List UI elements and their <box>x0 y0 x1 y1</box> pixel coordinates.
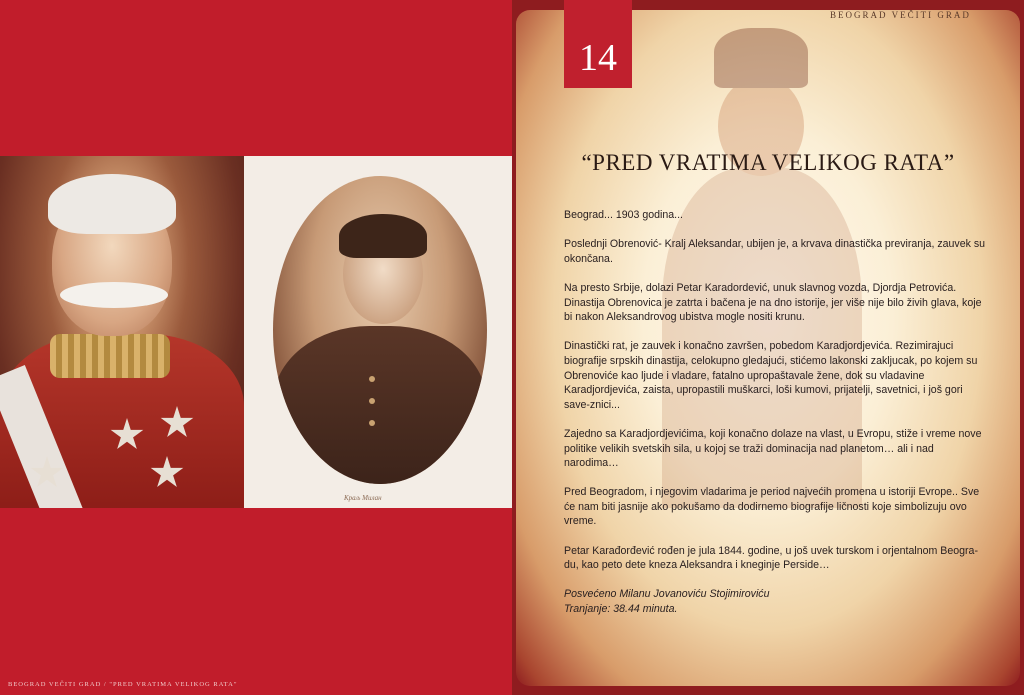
portrait-king-milan <box>273 176 487 484</box>
page-number: 14 <box>579 37 617 79</box>
mustache <box>60 282 168 308</box>
coat-button <box>369 376 375 382</box>
photo-strip <box>0 156 512 508</box>
paragraph: Na presto Srbije, dolazi Petar Karadordević, unuk slavnog vozda, Djordja Petrovića. Dinastija Obrenovica je zatrta i bačena je na dno istorije, jer više nije bilo živih glava, koje bi nakon Aleksandrovog ubistva mogle nositi krunu. <box>564 281 982 324</box>
paragraph: Petar Karađorđević rođen je jula 1844. godine, u još uvek turskom i orjentalnom Beogra-du, kao peto dete kneza Aleksandra i kneginje Perside… <box>564 544 978 572</box>
page-number-box <box>564 0 632 88</box>
hair <box>339 214 427 258</box>
coat-button <box>369 398 375 404</box>
fez-icon <box>714 28 808 88</box>
duration-line: Tranjanje: 38.44 minuta. <box>564 603 678 616</box>
ghost-portrait <box>692 28 832 208</box>
chapter-title: “PRED VRATIMA VELIKOG RATA” <box>581 150 955 175</box>
paragraph: Pred Beogradom, i njegovim vladarima je period najvećih promena u istoriji Evrope.. Sve će nam biti jasnije ako pokušamo da dodirnemo biografije ličnosti koje simbolizuju ovo vreme. <box>564 486 980 528</box>
paragraph: Poslednji Obrenović- Kralj Aleksandar, ubijen je, a krvava dinastička previranja, zauvek su okončana. <box>564 238 986 265</box>
dedication-line: Posvećeno Milanu Jovanoviću Stojimiroviću <box>564 588 770 601</box>
body-text <box>564 208 990 617</box>
paragraph: Dinastički rat, je zauvek i konačno završen, pobedom Karadjordjevića. Rezimirajuci biografije srpskih dinastija, celokupno gledajući, stićemo lakonski zaklјucak, po kojem su Obrenoviće kao ljude i vladare, fatalno upropaštavale žene, dok su vladavine Karadjordjevića, zaista, upropastili muškarci, loši kumovi, prijatelji, savetnici, i još gori save-znici... <box>564 340 978 411</box>
paragraph: Beograd... 1903 godina... <box>564 209 683 221</box>
running-header: BEOGRAD VEČITI GRAD <box>830 10 971 20</box>
coat <box>273 326 487 484</box>
dedication <box>564 587 990 616</box>
right-page <box>512 0 1024 695</box>
hair <box>48 174 176 234</box>
coat-button <box>369 420 375 426</box>
paragraph: Zajedno sa Karadjordjevićima, koji konačno dolaze na vlast, u Evropu, stiže i vreme nove politike velikih svetskih sila, u kojoj se traži dominacija nad planetom… ali i nad narodima… <box>564 427 982 470</box>
collar <box>50 334 170 378</box>
portrait-king-petar <box>0 156 244 508</box>
running-footer: BEOGRAD VEČITI GRAD / "PRED VRATIMA VELIKOG RATA" <box>8 681 238 688</box>
portrait-caption: Краљ Милан <box>344 494 382 502</box>
